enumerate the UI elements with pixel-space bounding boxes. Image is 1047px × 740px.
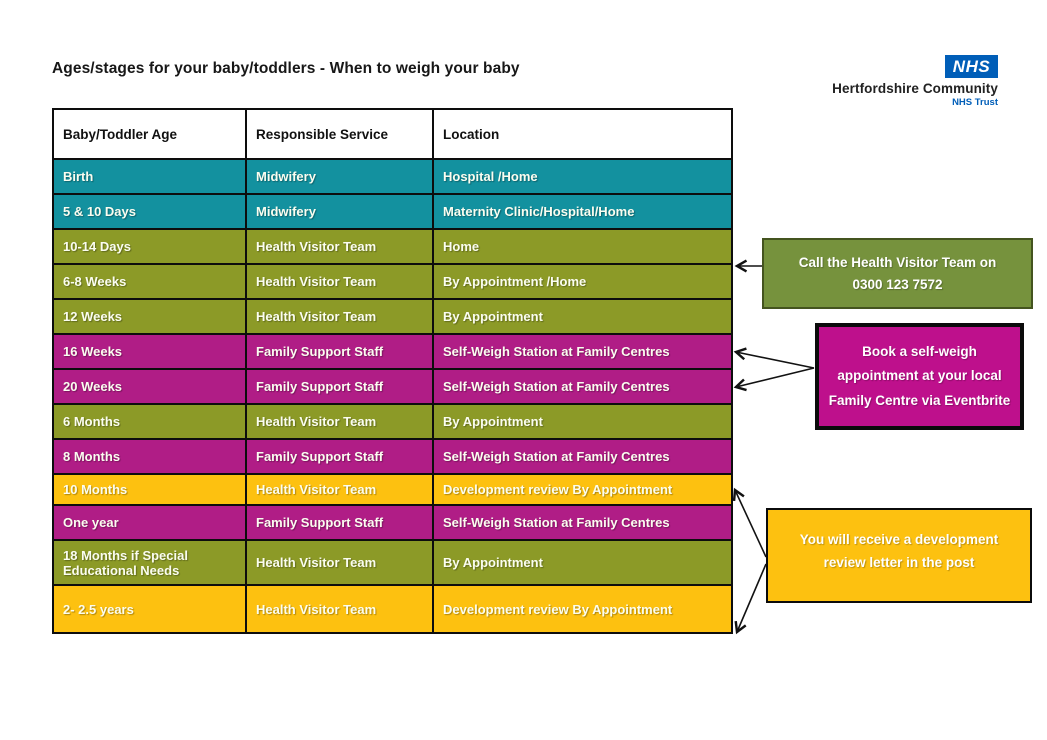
weigh-schedule-table bbox=[52, 108, 733, 634]
table-row bbox=[53, 540, 732, 585]
arrow-self-weigh-16w bbox=[736, 352, 814, 368]
logo-organisation: Hertfordshire Community bbox=[832, 81, 998, 96]
cell-age: One year bbox=[53, 505, 246, 540]
table-row bbox=[53, 585, 732, 633]
cell-age: 10 Months bbox=[53, 474, 246, 505]
cell-age: 8 Months bbox=[53, 439, 246, 474]
logo-trust: NHS Trust bbox=[952, 97, 998, 108]
header-location: Location bbox=[433, 109, 732, 159]
table-row bbox=[53, 229, 732, 264]
cell-age: 6-8 Weeks bbox=[53, 264, 246, 299]
callout-review-letter bbox=[766, 508, 1032, 603]
cell-service: Health Visitor Team bbox=[246, 585, 433, 633]
cell-location: By Appointment bbox=[433, 299, 732, 334]
cell-location: Maternity Clinic/Hospital/Home bbox=[433, 194, 732, 229]
cell-location: By Appointment bbox=[433, 404, 732, 439]
cell-location: Hospital /Home bbox=[433, 159, 732, 194]
cell-location: Home bbox=[433, 229, 732, 264]
table-row bbox=[53, 194, 732, 229]
table-row bbox=[53, 439, 732, 474]
cell-age: 12 Weeks bbox=[53, 299, 246, 334]
cell-location: Self-Weigh Station at Family Centres bbox=[433, 334, 732, 369]
table-row bbox=[53, 159, 732, 194]
cell-location: By Appointment /Home bbox=[433, 264, 732, 299]
cell-service: Family Support Staff bbox=[246, 505, 433, 540]
cell-service: Health Visitor Team bbox=[246, 474, 433, 505]
cell-age: 20 Weeks bbox=[53, 369, 246, 404]
header-age: Baby/Toddler Age bbox=[53, 109, 246, 159]
cell-location: Self-Weigh Station at Family Centres bbox=[433, 369, 732, 404]
cell-service: Health Visitor Team bbox=[246, 540, 433, 585]
callout-health-visitor bbox=[762, 238, 1033, 309]
table-row bbox=[53, 505, 732, 540]
callout-health-visitor-text: Call the Health Visitor Team on 0300 123 7572 bbox=[798, 254, 997, 292]
cell-age: 6 Months bbox=[53, 404, 246, 439]
table-header-row bbox=[53, 109, 732, 159]
cell-age: 18 Months if Special Educational Needs bbox=[53, 540, 246, 585]
table-row bbox=[53, 404, 732, 439]
cell-service: Health Visitor Team bbox=[246, 264, 433, 299]
cell-age: 5 & 10 Days bbox=[53, 194, 246, 229]
arrow-letter-10-months bbox=[735, 490, 766, 557]
cell-service: Health Visitor Team bbox=[246, 229, 433, 264]
nhs-logo-icon: NHS bbox=[945, 55, 998, 78]
arrow-letter-2-years bbox=[737, 564, 766, 632]
nhs-logo bbox=[798, 55, 998, 108]
cell-location: Development review By Appointment bbox=[433, 474, 732, 505]
callout-review-letter-text: You will receive a development review letter in the post bbox=[799, 532, 999, 570]
cell-location: Self-Weigh Station at Family Centres bbox=[433, 505, 732, 540]
table-row bbox=[53, 474, 732, 505]
cell-age: 16 Weeks bbox=[53, 334, 246, 369]
cell-service: Midwifery bbox=[246, 159, 433, 194]
header-service: Responsible Service bbox=[246, 109, 433, 159]
table-row bbox=[53, 299, 732, 334]
cell-service: Health Visitor Team bbox=[246, 404, 433, 439]
cell-service: Family Support Staff bbox=[246, 439, 433, 474]
cell-age: Birth bbox=[53, 159, 246, 194]
cell-service: Family Support Staff bbox=[246, 369, 433, 404]
table-row bbox=[53, 334, 732, 369]
cell-location: Development review By Appointment bbox=[433, 585, 732, 633]
arrow-self-weigh-20w bbox=[736, 368, 814, 387]
cell-age: 10-14 Days bbox=[53, 229, 246, 264]
cell-service: Midwifery bbox=[246, 194, 433, 229]
cell-service: Health Visitor Team bbox=[246, 299, 433, 334]
cell-location: By Appointment bbox=[433, 540, 732, 585]
table-row bbox=[53, 264, 732, 299]
table-row bbox=[53, 369, 732, 404]
page-title: Ages/stages for your baby/toddlers - When to weigh your baby bbox=[52, 60, 520, 77]
callout-self-weigh bbox=[815, 323, 1024, 430]
cell-service: Family Support Staff bbox=[246, 334, 433, 369]
cell-age: 2- 2.5 years bbox=[53, 585, 246, 633]
cell-location: Self-Weigh Station at Family Centres bbox=[433, 439, 732, 474]
callout-self-weigh-text: Book a self-weigh appointment at your local Family Centre via Eventbrite bbox=[828, 344, 1011, 408]
